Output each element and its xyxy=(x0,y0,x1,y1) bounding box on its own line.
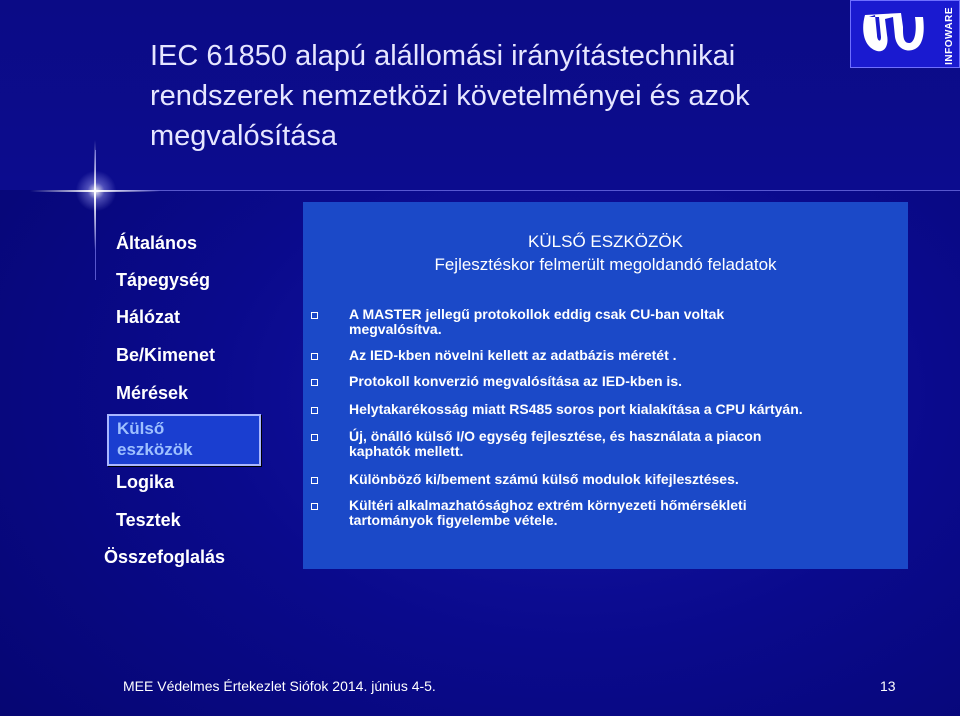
footer-text: MEE Védelmes Értekezlet Siófok 2014. június 4-5. xyxy=(123,678,436,694)
bullet-item-1: A MASTER jellegű protokollok eddig csak CU-ban voltak megvalósítva. xyxy=(349,306,725,337)
nav-item-meresek[interactable]: Mérések xyxy=(116,383,189,403)
title-line-1: IEC 61850 alapú alállomási irányítástechnikai xyxy=(150,40,736,72)
panel-heading: KÜLSŐ ESZKÖZÖK xyxy=(528,232,683,251)
bullet-box-icon xyxy=(311,477,318,484)
divider-line xyxy=(95,190,960,191)
logo-mark-icon xyxy=(859,9,929,57)
bullet-box-icon xyxy=(311,407,318,414)
nav-item-tesztek[interactable]: Tesztek xyxy=(116,510,181,530)
title-line-3: megvalósítása xyxy=(150,120,337,152)
slide-title xyxy=(150,36,830,156)
content-panel xyxy=(303,202,908,569)
title-line-2: rendszerek nemzetközi követelményei és azok xyxy=(150,80,750,112)
panel-subheading: Fejlesztéskor felmerült megoldandó feladatok xyxy=(434,255,777,274)
nav-item-logika[interactable]: Logika xyxy=(116,472,175,492)
bullet-box-icon xyxy=(311,379,318,386)
bullet-item-7: Kültéri alkalmazhatósághoz extrém környezeti hőmérsékleti tartományok figyelembe vétele. xyxy=(349,497,747,528)
bullet-item-5: Új, önálló külső I/O egység fejlesztése, és használata a piacon kaphatók mellett. xyxy=(349,428,762,459)
page-number: 13 xyxy=(880,678,896,694)
infoware-logo xyxy=(850,0,960,68)
bullet-item-4: Helytakarékosság miatt RS485 soros port kialakítása a CPU kártyán. xyxy=(349,401,803,417)
bullet-item-6: Különböző ki/bement számú külső modulok kifejlesztéses. xyxy=(349,471,739,487)
nav-item-altalanos[interactable]: Általános xyxy=(116,233,198,253)
bullet-box-icon xyxy=(311,503,318,510)
bullet-box-icon xyxy=(311,312,318,319)
bullet-item-2: Az IED-kben növelni kellett az adatbázis méretét . xyxy=(349,347,677,363)
nav-item-tapegyseg[interactable]: Tápegység xyxy=(116,270,211,290)
bullet-box-icon xyxy=(311,434,318,441)
nav-item-kulso-eszkozok-label: Külső eszközök xyxy=(117,419,193,459)
nav-item-halozat[interactable]: Hálózat xyxy=(116,307,181,327)
bullet-item-3: Protokoll konverzió megvalósítása az IED-kben is. xyxy=(349,373,682,389)
nav-item-be-kimenet[interactable]: Be/Kimenet xyxy=(116,345,216,365)
bullet-box-icon xyxy=(311,353,318,360)
nav-item-kulso-eszkozok[interactable] xyxy=(107,414,261,466)
nav-item-osszefoglalas[interactable]: Összefoglalás xyxy=(104,547,226,567)
light-flare-vertical xyxy=(94,140,96,250)
logo-text: INFOWARE xyxy=(944,7,955,65)
